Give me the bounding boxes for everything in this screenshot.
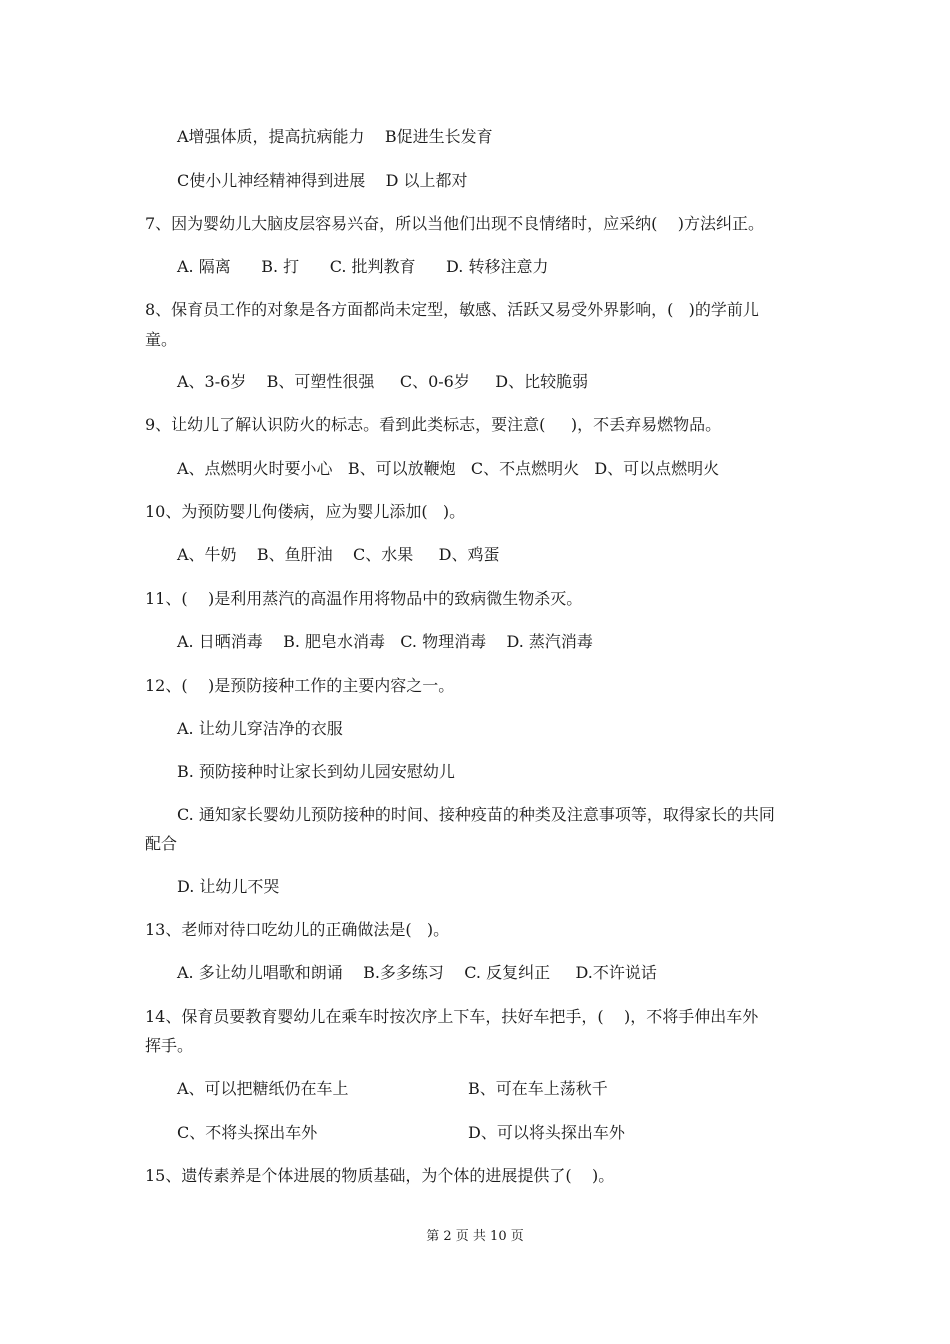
question-15: 15、遗传素养是个体进展的物质基础，为个体的进展提供了( )。 <box>145 1166 615 1185</box>
question-10: 10、为预防婴儿佝偻病，应为婴儿添加( )。 <box>145 502 466 521</box>
question-14-option-a: A、可以把糖纸仍在车上 <box>177 1079 349 1098</box>
question-11-options: A. 日晒消毒 B. 肥皂水消毒 C. 物理消毒 D. 蒸汽消毒 <box>177 632 593 651</box>
question-7-options: A. 隔离 B. 打 C. 批判教育 D. 转移注意力 <box>177 257 549 276</box>
question-14-option-c: C、不将头探出车外 <box>177 1123 318 1142</box>
question-11: 11、( )是利用蒸汽的高温作用将物品中的致病微生物杀灭。 <box>145 589 583 608</box>
question-8-continued: 童。 <box>145 330 178 349</box>
question-12-option-b: B. 预防接种时让家长到幼儿园安慰幼儿 <box>177 762 455 781</box>
question-12: 12、( )是预防接种工作的主要内容之一。 <box>145 676 455 695</box>
page-footer: 第 2 页 共 10 页 <box>426 1229 524 1244</box>
question-8: 8、保育员工作的对象是各方面都尚未定型，敏感、活跃又易受外界影响，( )的学前儿 <box>145 300 759 319</box>
question-8-options: A、3-6岁 B、可塑性很强 C、0-6岁 D、比较脆弱 <box>177 372 589 391</box>
question-12-option-c: C. 通知家长婴幼儿预防接种的时间、接种疫苗的种类及注意事项等，取得家长的共同 <box>177 805 775 824</box>
question-14-option-b: B、可在车上荡秋千 <box>468 1079 608 1098</box>
question-14: 14、保育员要教育婴幼儿在乘车时按次序上下车，扶好车把手，( )，不将手伸出车外 <box>145 1007 759 1026</box>
question-14-option-d: D、可以将头探出车外 <box>468 1123 625 1142</box>
question-10-options: A、牛奶 B、鱼肝油 C、水果 D、鸡蛋 <box>177 545 500 564</box>
question-9-options: A、点燃明火时要小心 B、可以放鞭炮 C、不点燃明火 D、可以点燃明火 <box>177 459 720 478</box>
question-12-option-c-continued: 配合 <box>145 834 178 853</box>
question-14-continued: 挥手。 <box>145 1036 194 1055</box>
q6-options-row1: A增强体质，提高抗病能力 B促进生长发育 <box>177 127 493 146</box>
question-7: 7、因为婴幼儿大脑皮层容易兴奋，所以当他们出现不良情绪时，应采纳( )方法纠正。 <box>145 214 765 233</box>
question-13-options: A. 多让幼儿唱歌和朗诵 B.多多练习 C. 反复纠正 D.不许说话 <box>177 963 657 982</box>
question-9: 9、让幼儿了解认识防火的标志。看到此类标志，要注意( )，不丢弃易燃物品。 <box>145 415 722 434</box>
question-13: 13、老师对待口吃幼儿的正确做法是( )。 <box>145 920 450 939</box>
question-12-option-d: D. 让幼儿不哭 <box>177 877 280 896</box>
question-12-option-a: A. 让幼儿穿洁净的衣服 <box>177 719 343 738</box>
q6-options-row2: C使小儿神经精神得到进展 D 以上都对 <box>177 171 468 190</box>
